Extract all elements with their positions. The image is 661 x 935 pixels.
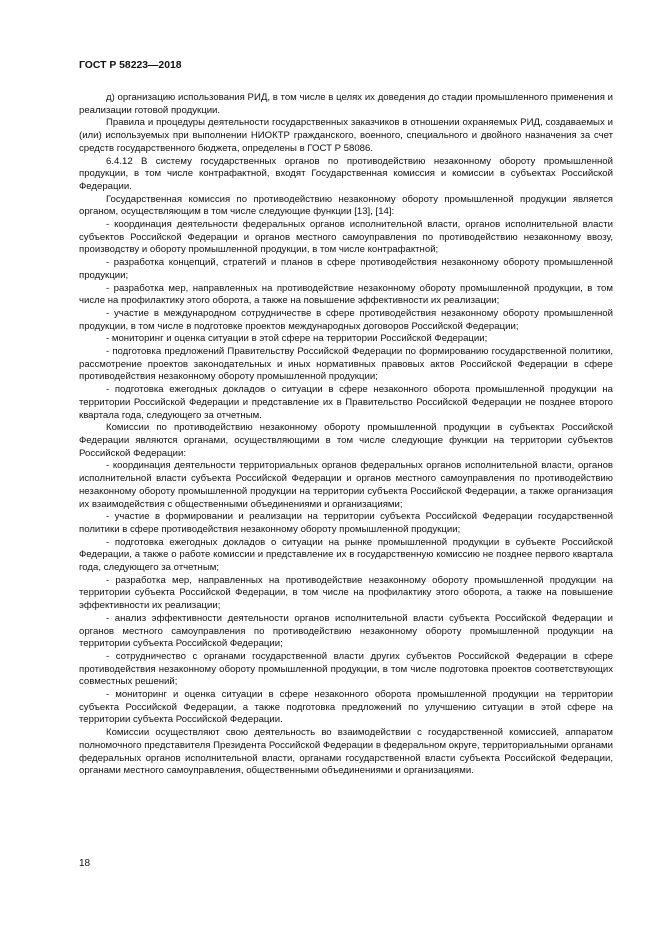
paragraph: д) организацию использования РИД, в том числе в целях их доведения до стадии промышленного применения и реализации готовой продукции.: [79, 92, 613, 116]
paragraph: 6.4.12 В систему государственных органов по противодействию незаконному обороту промышленной продукции, в том числе контрафактной, входят Государственная комиссия и комиссии в субъектах Российской Федерации.: [79, 155, 613, 192]
paragraph: Правила и процедуры деятельности государственных заказчиков в отношении охраняемых РИД, создаваемых и (или) используемых при выполнении НИОКТР гражданского, военного, специального и двойного назначения за счет средств государственного бюджета, определены в ГОСТ Р 58086.: [79, 117, 613, 154]
paragraph: Комиссии по противодействию незаконному обороту промышленной продукции в субъектах Российской Федерации являются органами, осуществляющими в том числе следующие функции на территории субъектов Российской Федерации:: [79, 422, 613, 459]
list-item: - участие в формировании и реализации на территории субъекта Российской Федерации государственной политики в сфере противодействия незаконному обороту промышленной продукции;: [79, 511, 613, 535]
list-item: - сотрудничество с органами государственной власти других субъектов Российской Федерации в сфере противодействия незаконному обороту промышленной продукции, в том числе подготовка проектов соответствующих совместных решений;: [79, 650, 613, 688]
list-item: - участие в международном сотрудничестве в сфере противодействия незаконному обороту промышленной продукции, в том числе в подготовке проектов международных договоров Российской Федерации;: [79, 307, 613, 332]
list-item: - подготовка ежегодных докладов о ситуации в сфере незаконного оборота промышленной продукции на территории Российской Федерации и представление их в Правительство Российской Федерации не позднее второго квартала года, следующего за отчетным.: [79, 384, 613, 421]
list-item: - мониторинг и оценка ситуации в сфере незаконного оборота промышленной продукции на территории субъекта Российской Федерации, а также подготовка предложений по улучшению ситуации в этой сфере на территории субъекта Российской Федерации.: [79, 689, 613, 726]
document-body: [79, 92, 613, 778]
paragraph: Государственная комиссия по противодействию незаконному обороту промышленной продукции является органом, осуществляющим в том числе следующие функции [13], [14]:: [79, 193, 613, 218]
list-item: - мониторинг и оценка ситуации в этой сфере на территории Российской Федерации;: [106, 333, 488, 345]
list-item: - координация деятельности территориальных органов федеральных органов исполнительной власти, органов исполнительной власти субъекта Российской Федерации и органов местного самоуправления по противодействию незаконному обороту промышленной продукции на территории субъекта Российской Федерации, а также организация их взаимодействия с общественными объединениями и организациями;: [79, 460, 613, 510]
list-item: - разработка мер, направленных на противодействие незаконному обороту промышленной продукции, в том числе на профилактику этого оборота, а также на повышение эффективности их реализации;: [79, 282, 613, 307]
list-item: - подготовка предложений Правительству Российской Федерации по формированию государственной политики, рассмотрение проектов законодательных и иных нормативных правовых актов Российской Федерации в сфере противодействия незаконному обороту промышленной продукции;: [79, 346, 613, 383]
list-item: - координация деятельности федеральных органов исполнительной власти, органов исполнительной власти субъектов Российской Федерации и органов местного самоуправления по противодействию незаконному ввозу, производству и обороту промышленной продукции, в том числе контрафактной;: [79, 219, 613, 256]
list-item: - разработка концепций, стратегий и планов в сфере противодействия незаконному обороту промышленной продукции;: [79, 257, 613, 281]
list-item: - подготовка ежегодных докладов о ситуации на рынке промышленной продукции в субъекте Российской Федерации, а также о работе комиссии и представление их в государственную комиссию не позднее первого квартала года, следующего за отчетным;: [79, 536, 613, 574]
document-header: ГОСТ Р 58223—2018: [79, 60, 182, 71]
list-item: - анализ эффективности деятельности органов исполнительной власти субъекта Российской Федерации и органов местного самоуправления по противодействию незаконному обороту промышленной продукции на территории субъекта Российской Федерации;: [79, 612, 613, 650]
paragraph: Комиссии осуществляют свою деятельность во взаимодействии с государственной комиссией, аппаратом полномочного представителя Президента Российской Федерации в федеральном округе, территориальными органами федеральных органов исполнительной власти, органами государственной власти субъекта Российской Федерации, органами местного самоуправления, общественными объединениями и организациями.: [79, 727, 613, 777]
page-number: 18: [79, 858, 91, 869]
list-item: - разработка мер, направленных на противодействие незаконному обороту промышленной продукции на территории субъекта Российской Федерации, в том числе на профилактику этого оборота, а также на повышение эффективности их реализации;: [79, 574, 613, 612]
